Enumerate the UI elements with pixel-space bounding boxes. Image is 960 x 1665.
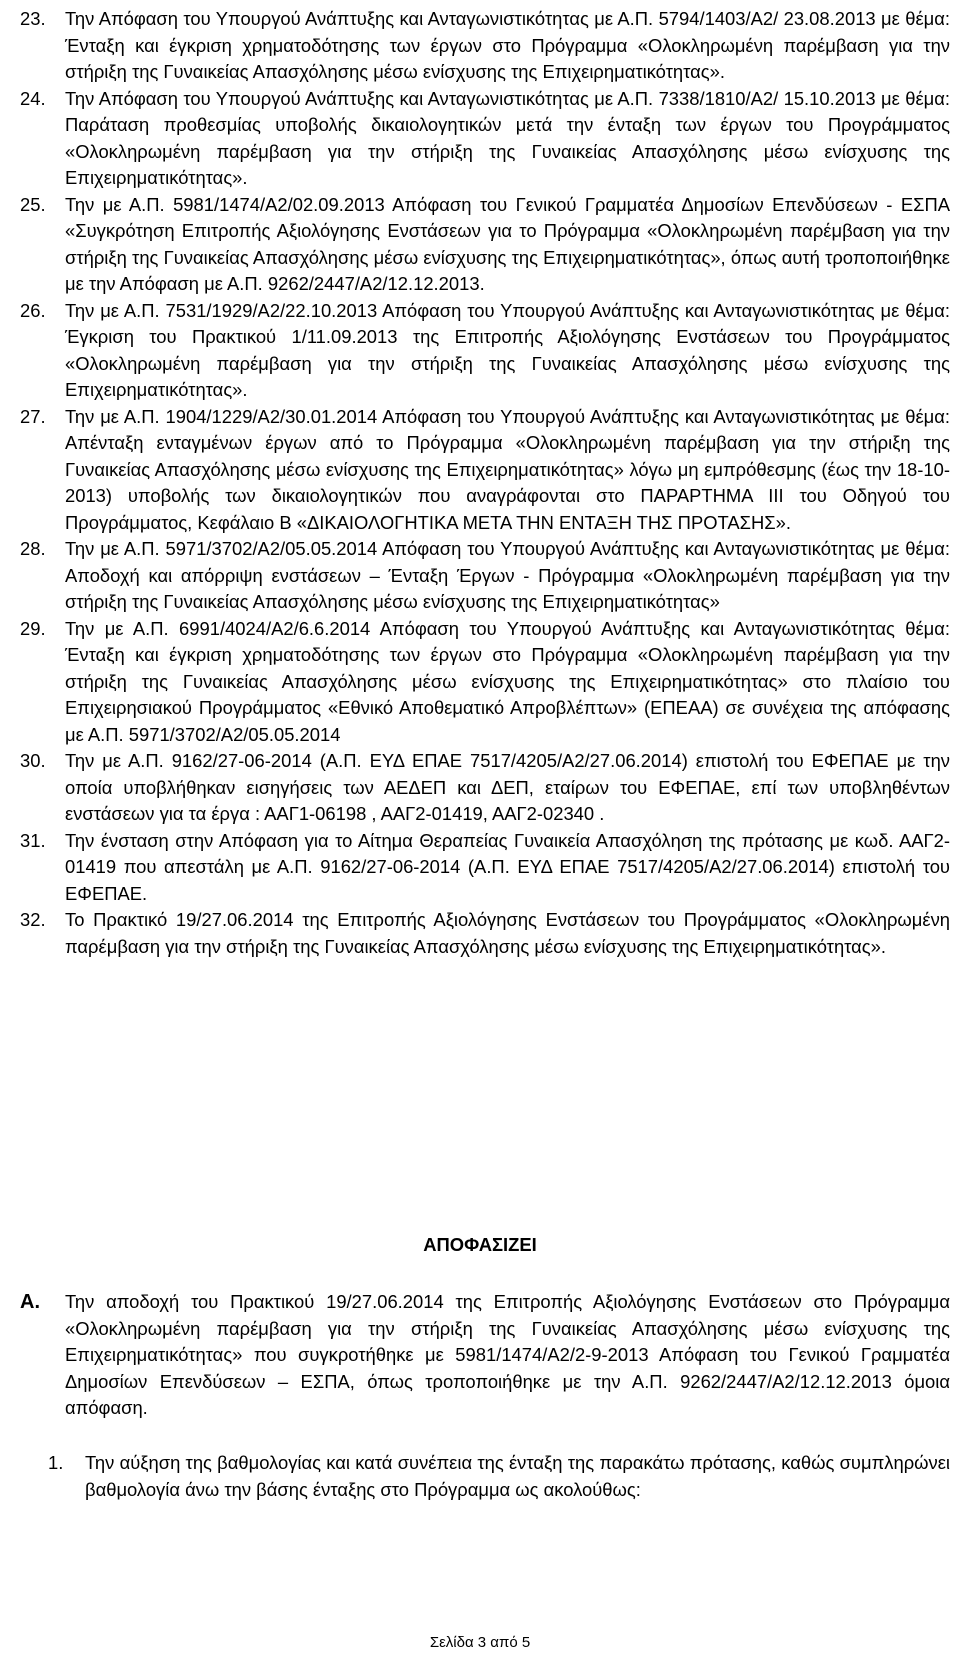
- decision-subitem: [48, 1450, 950, 1503]
- item-number: 32.: [20, 909, 46, 930]
- item-number: 26.: [20, 299, 46, 321]
- list-item: [20, 748, 950, 828]
- item-text: Την με Α.Π. 5971/3702/Α2/05.05.2014 Απόφαση του Υπουργού Ανάπτυξης και Ανταγωνιστικότητας με θέμα: Αποδοχή και απόρριψη ενστάσεων – Ένταξη Έργων - Πρόγραμμα «Ολοκληρωμένη παρέμβαση για την στήριξη της Γυναικείας Απασχόλησης μέσω ενίσχυσης της Επιχειρηματικότητας»: [65, 538, 950, 612]
- decision-paragraph: [20, 1289, 950, 1422]
- item-number: 28.: [20, 538, 46, 559]
- item-number: 25.: [20, 193, 46, 215]
- decision-label: Α.: [20, 1291, 40, 1313]
- decision-text: Την αποδοχή του Πρακτικού 19/27.06.2014 της Επιτροπής Αξιολόγησης Ενστάσεων στο Πρόγραμμα «Ολοκληρωμένη παρέμβαση για την στήριξη της Γυναικείας Απασχόλησης μέσω ενίσχυσης της Επιχειρηματικότητας» που συγκροτήθηκε με 5981/1474/Α2/2-9-2013 Απόφαση του Γενικού Γραμματέα Δημοσίων Επενδύσεων – ΕΣΠΑ, όπως τροποποιήθηκε με την Α.Π. 9262/2447/Α2/12.12.2013 όμοια απόφαση.: [65, 1291, 950, 1418]
- item-text: Την Απόφαση του Υπουργού Ανάπτυξης και Ανταγωνιστικότητας με Α.Π. 7338/1810/Α2/ 15.10.2013 με θέμα: Παράταση προθεσμίας υποβολής δικαιολογητικών μετά την ένταξη των έργων του Προγράμματος «Ολοκληρωμένη παρέμβαση για την στήριξη της Γυναικείας Απασχόλησης μέσω ενίσχυσης της Επιχειρηματικότητας».: [65, 87, 950, 188]
- item-number: 31.: [20, 829, 46, 851]
- item-text: Την ένσταση στην Απόφαση για το Αίτημα Θεραπείας Γυναικεία Απασχόληση της πρότασης με κωδ. ΑΑΓ2-01419 που απεστάλη με Α.Π. 9162/27-06-2014 (Α.Π. ΕΥΔ ΕΠΑΕ 7517/4205/Α2/27.06.2014) επιστολή του ΕΦΕΠΑΕ.: [65, 829, 950, 904]
- numbered-list: [20, 6, 950, 960]
- item-number: 27.: [20, 405, 46, 427]
- item-text: Την με Α.Π. 9162/27-06-2014 (Α.Π. ΕΥΔ ΕΠΑΕ 7517/4205/Α2/27.06.2014) επιστολή του ΕΦΕΠΑΕ με την οποία υποβλήθηκαν εισηγήσεις των ΑΕΔΕΠ και ΔΕΠ, εταίρων του ΕΦΕΠΑΕ, επί των υποβληθέντων ενστάσεων για τα έργα : ΑΑΓ1-06198 , ΑΑΓ2-01419, ΑΑΓ2-02340 .: [65, 750, 950, 824]
- subitem-number: 1.: [48, 1452, 64, 1473]
- subitem-text: Την αύξηση της βαθμολογίας και κατά συνέπεια της ένταξη της παρακάτω πρότασης, καθώς συμπληρώνει βαθμολογία άνω την βάσης ένταξης στο Πρόγραμμα ως ακολούθως:: [85, 1452, 950, 1500]
- item-number: 29.: [20, 617, 46, 639]
- list-item: [20, 192, 950, 298]
- item-text: Το Πρακτικό 19/27.06.2014 της Επιτροπής Αξιολόγησης Ενστάσεων του Προγράμματος «Ολοκληρωμένη παρέμβαση για την στήριξη της Γυναικείας Απασχόλησης μέσω ενίσχυσης της Επιχειρηματικότητας».: [65, 909, 950, 957]
- item-number: 30.: [20, 750, 46, 771]
- list-item: [20, 536, 950, 616]
- item-text: Την με Α.Π. 5981/1474/Α2/02.09.2013 Απόφαση του Γενικού Γραμματέα Δημοσίων Επενδύσεων - ΕΣΠΑ «Συγκρότηση Επιτροπής Αξιολόγησης Ενστάσεων για το Πρόγραμμα «Ολοκληρωμένη παρέμβαση για την στήριξη της Γυναικείας Απασχόλησης μέσω ενίσχυσης της Επιχειρηματικότητας», όπως αυτή τροποποιήθηκε με την Απόφαση με Α.Π. 9262/2447/Α2/12.12.2013.: [65, 193, 950, 294]
- list-item: [20, 86, 950, 192]
- item-text: Την με Α.Π. 6991/4024/Α2/6.6.2014 Απόφαση του Υπουργού Ανάπτυξης και Ανταγωνιστικότητας θέμα: Ένταξη και έγκριση χρηματοδότησης των έργων στο Πρόγραμμα «Ολοκληρωμένη παρέμβαση για την στήριξη της Γυναικείας Απασχόλησης μέσω ενίσχυσης της Επιχειρηματικότητας» στο πλαίσιο του Επιχειρησιακού Προγράμματος «Εθνικό Αποθεματικό Απροβλέπτων» (ΕΠΕΑΑ) σε συνέχεια της απόφασης με Α.Π. 5971/3702/Α2/05.05.2014: [65, 617, 950, 745]
- item-number: 23.: [20, 8, 46, 29]
- list-item: [20, 298, 950, 404]
- item-text: Την με Α.Π. 1904/1229/Α2/30.01.2014 Απόφαση του Υπουργού Ανάπτυξης και Ανταγωνιστικότητας με θέμα: Απένταξη ενταγμένων έργων από το Πρόγραμμα «Ολοκληρωμένη παρέμβαση για την στήριξη της Γυναικείας Απασχόλησης μέσω ενίσχυσης της Επιχειρηματικότητας» λόγω μη εμπρόθεσμης (έως την 18-10-2013) υποβολής των δικαιολογητικών που αναγράφονται στο ΠΑΡΑΡΤΗΜΑ ΙΙΙ του Οδηγού του Προγράμματος, Κεφάλαιο Β «ΔΙΚΑΙΟΛΟΓΗΤΙΚΑ ΜΕΤΑ ΤΗΝ ΕΝΤΑΞΗ ΤΗΣ ΠΡΟΤΑΣΗΣ».: [65, 405, 950, 533]
- item-text: Την Απόφαση του Υπουργού Ανάπτυξης και Ανταγωνιστικότητας με Α.Π. 5794/1403/Α2/ 23.08.2013 με θέμα: Ένταξη και έγκριση χρηματοδότησης των έργων στο Πρόγραμμα «Ολοκληρωμένη παρέμβαση για την στήριξη της Γυναικείας Απασχόλησης μέσω ενίσχυσης της Επιχειρηματικότητας».: [65, 8, 950, 82]
- list-item: [20, 907, 950, 960]
- list-item: [20, 616, 950, 749]
- page-footer: Σελίδα 3 από 5: [429, 1634, 531, 1651]
- item-text: Την με Α.Π. 7531/1929/Α2/22.10.2013 Απόφαση του Υπουργού Ανάπτυξης και Ανταγωνιστικότητας με θέμα: Έγκριση του Πρακτικού 1/11.09.2013 της Επιτροπής Αξιολόγησης Ενστάσεων του Προγράμματος «Ολοκληρωμένη παρέμβαση για την στήριξη της Γυναικείας Απασχόλησης μέσω ενίσχυσης της Επιχειρηματικότητας».: [65, 299, 950, 400]
- decision-heading: ΑΠΟΦΑΣΙΖΕΙ: [423, 1234, 537, 1255]
- list-item: [20, 6, 950, 86]
- item-number: 24.: [20, 87, 46, 109]
- list-item: [20, 828, 950, 908]
- list-item: [20, 404, 950, 537]
